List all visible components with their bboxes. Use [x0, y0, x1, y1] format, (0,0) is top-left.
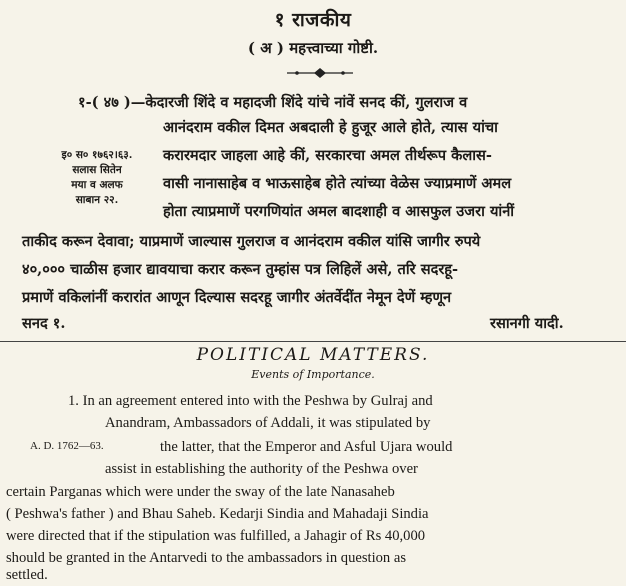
marathi-line-2: आनंदराम वकील दिमत अबदाली हे हुजूर आले होते, त्यास यांचा [163, 119, 498, 136]
marathi-closing-left: सनद १. [22, 315, 66, 332]
english-line-5: certain Parganas which were under the sway of the late Nanasaheb [6, 484, 395, 500]
marathi-line-1: १-( ४७ )—केदारजी शिंदे व महादजी शिंदे यांचे नांवें सनद कीं, गुलराज व [78, 94, 468, 111]
english-line-7: were directed that if the stipulation was fulfilled, a Jahagir of Rs 40,000 [6, 528, 426, 544]
english-subheading: Events of Importance. [251, 368, 375, 381]
english-line-1: 1. In an agreement entered into with the Peshwa by Gulraj and [68, 393, 433, 409]
english-line-9: settled. [6, 567, 48, 583]
english-line-6: ( Peshwa's father ) and Bhau Saheb. Kedarji Sindia and Mahadaji Sindia [6, 506, 429, 522]
marathi-line-4: वासी नानासाहेब व भाऊसाहेब होते त्यांच्या वेळेस ज्याप्रमाणें अमल [163, 175, 512, 192]
marathi-section-heading: १ राजकीय [274, 9, 352, 31]
marathi-subheading: ( अ ) महत्त्वाच्या गोष्टी. [247, 39, 379, 57]
english-line-8: should be granted in the Antarvedi to the ambassadors in question as [6, 550, 407, 566]
english-line-4: assist in establishing the authority of the Peshwa over [105, 461, 418, 477]
margin-note-line: सलास सितेन [72, 164, 122, 176]
marathi-line-6: ताकीद करून देवावा; याप्रमाणें जाल्यास गुलराज व आनंदराम वकील यांसि जागीर रुपये [22, 233, 481, 250]
ornament-divider-icon [285, 66, 355, 80]
margin-note-line: इ० स० १७६२।६३. [61, 149, 133, 161]
marathi-line-7: ४०,००० चाळीस हजार द्यावयाचा करार करून तुम्हांस पत्र लिहिलें असे, तरि सदरहू- [22, 261, 459, 278]
marathi-line-8: प्रमाणें वकिलांनीं करारांत आणून दिल्यास सदरहू जागीर अंतर्वेदींत नेमून देणें म्हणून [22, 289, 452, 306]
english-line-3: the latter, that the Emperor and Asful Ujara would [160, 439, 453, 455]
section-divider-rule [0, 341, 626, 342]
marathi-margin-note [37, 148, 157, 208]
english-margin-note: A. D. 1762—63. [30, 440, 104, 452]
margin-note-line: मया व अलफ [71, 179, 123, 191]
marathi-closing-right: रसानगी यादी. [490, 315, 564, 332]
english-section-heading: POLITICAL MATTERS. [196, 345, 430, 365]
marathi-line-5: होता त्याप्रमाणें परगणियांत अमल बादशाही व आसफुल उजरा यांनीं [163, 203, 515, 220]
margin-note-line: साबान २२. [75, 194, 119, 206]
english-line-2: Anandram, Ambassadors of Addali, it was stipulated by [105, 415, 431, 431]
marathi-line-3: करारमदार जाहला आहे कीं, सरकारचा अमल तीर्थरूप कैलास- [163, 147, 492, 164]
